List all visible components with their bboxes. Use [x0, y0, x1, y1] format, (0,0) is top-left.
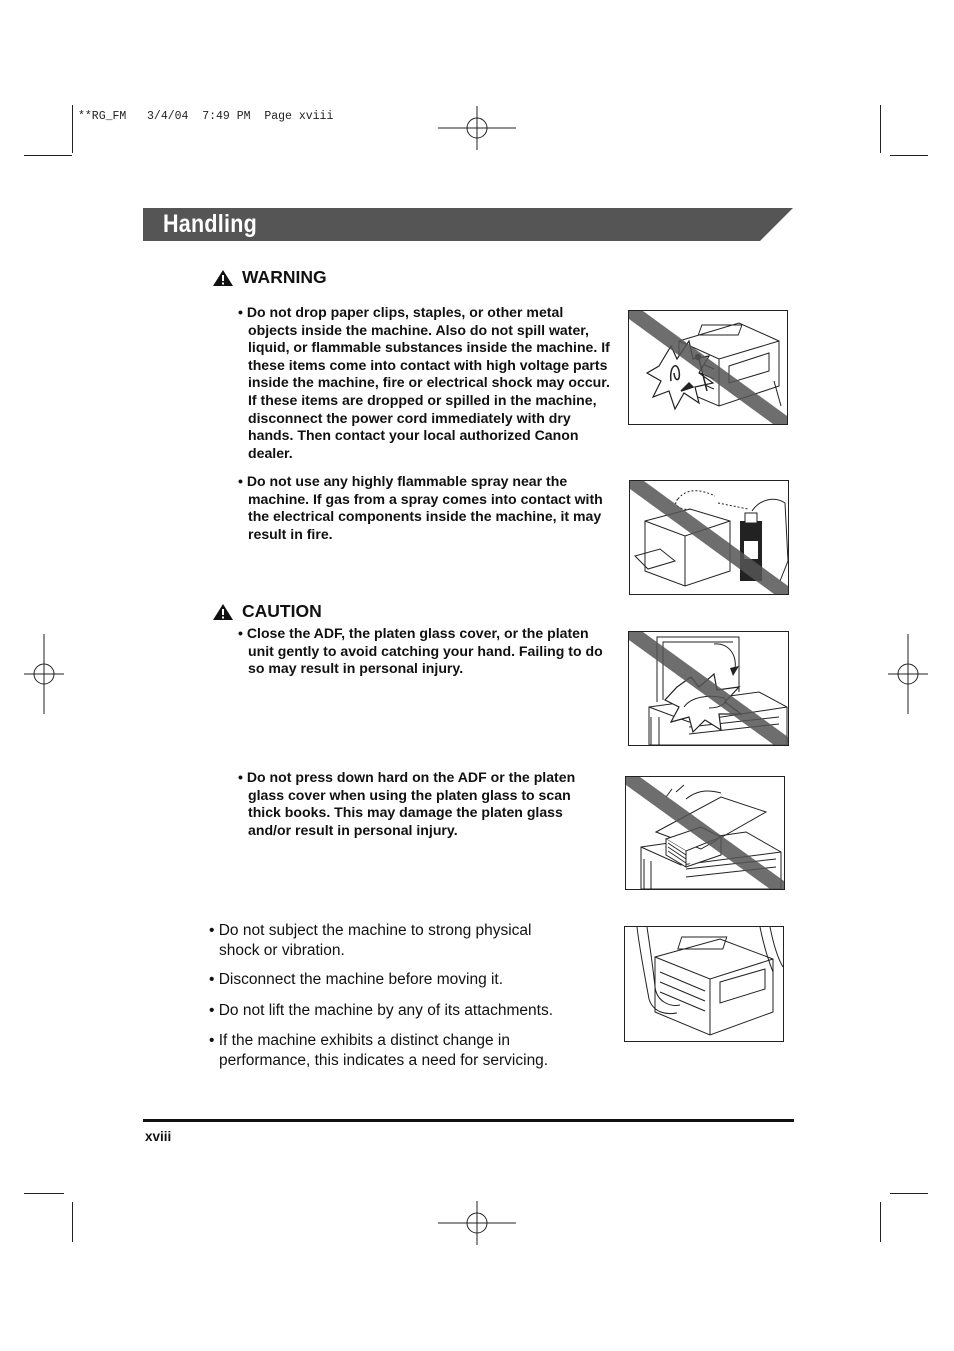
- print-slug: **RG_FM 3/4/04 7:49 PM Page xviii: [78, 110, 334, 123]
- warning-item: • Do not use any highly flammable spray near the machine. If gas from a spray comes into contact with the electrical components inside the machine, it may result in fire.: [238, 473, 603, 542]
- footer-rule: [143, 1119, 794, 1122]
- caution-item: • Do not press down hard on the ADF or the platen glass cover when using the platen glass to scan thick books. This may damage the platen glass and/or result in personal injury.: [238, 769, 576, 838]
- warning-item: • Do not drop paper clips, staples, or other metal objects inside the machine. Also do not spill water, liquid, or flammable substances inside the machine. If these items come into contact with high voltage parts inside the machine, fire or electrical shock may occur. If these items are dropped or spilled in the machine, disconnect the power cord immediately with dry hands. Then contact your local authorized Canon dealer.: [238, 304, 610, 461]
- caution-heading: CAUTION: [242, 601, 322, 621]
- warning-heading-row: [212, 267, 327, 288]
- section-title: Handling: [163, 210, 258, 238]
- general-item: • If the machine exhibits a distinct change in performance, this indicates a need for servicing.: [209, 1032, 549, 1069]
- warning-item-text: Do not use any highly flammable spray near the machine. If gas from a spray comes into contact with the electrical components inside the machine, it may result in fire.: [246, 473, 603, 542]
- page-number: xviii: [145, 1129, 172, 1144]
- warning-heading: WARNING: [242, 267, 327, 287]
- warning-triangle-icon: [212, 269, 234, 287]
- caution-triangle-icon: [212, 603, 234, 621]
- general-item-text: Disconnect the machine before moving it.: [218, 971, 504, 988]
- closing-adf-hand-prohibited-icon: [628, 631, 789, 746]
- registration-mark-icon: [438, 1201, 516, 1245]
- general-item: • Do not lift the machine by any of its attachments.: [209, 1002, 554, 1019]
- general-item: • Do not subject the machine to strong physical shock or vibration.: [209, 922, 532, 959]
- lifting-machine-icon: [624, 926, 784, 1042]
- registration-mark-icon: [438, 106, 516, 150]
- general-item-text: Do not lift the machine by any of its attachments.: [218, 1002, 554, 1019]
- metal-objects-prohibited-icon: [628, 310, 788, 425]
- caution-item: • Close the ADF, the platen glass cover, or the platen unit gently to avoid catching your hand. Failing to do so may result in personal injury.: [238, 625, 603, 677]
- general-item-text: If the machine exhibits a distinct change in performance, this indicates a need for servicing.: [218, 1032, 549, 1069]
- registration-mark-icon: [888, 634, 928, 714]
- warning-item-text: Do not drop paper clips, staples, or other metal objects inside the machine. Also do not spill water, liquid, or flammable substances inside the machine. If these items come into contact with high voltage parts inside the machine, fire or electrical shock may occur. If these items are dropped or spilled in the machine, disconnect the power cord immediately with dry hands. Then contact your local authorized Canon dealer.: [246, 304, 610, 461]
- flammable-spray-prohibited-icon: [629, 480, 789, 595]
- caution-item-text: Close the ADF, the platen glass cover, or the platen unit gently to avoid catching your hand. Failing to do so may result in personal injury.: [246, 625, 603, 677]
- caution-heading-row: [212, 601, 322, 622]
- caution-item-text: Do not press down hard on the ADF or the platen glass cover when using the platen glass to scan thick books. This may damage the platen glass and/or result in personal injury.: [246, 769, 576, 838]
- pressing-book-prohibited-icon: [625, 776, 785, 890]
- general-item-text: Do not subject the machine to strong physical shock or vibration.: [218, 922, 532, 959]
- general-item: • Disconnect the machine before moving it.: [209, 971, 504, 988]
- registration-mark-icon: [24, 634, 64, 714]
